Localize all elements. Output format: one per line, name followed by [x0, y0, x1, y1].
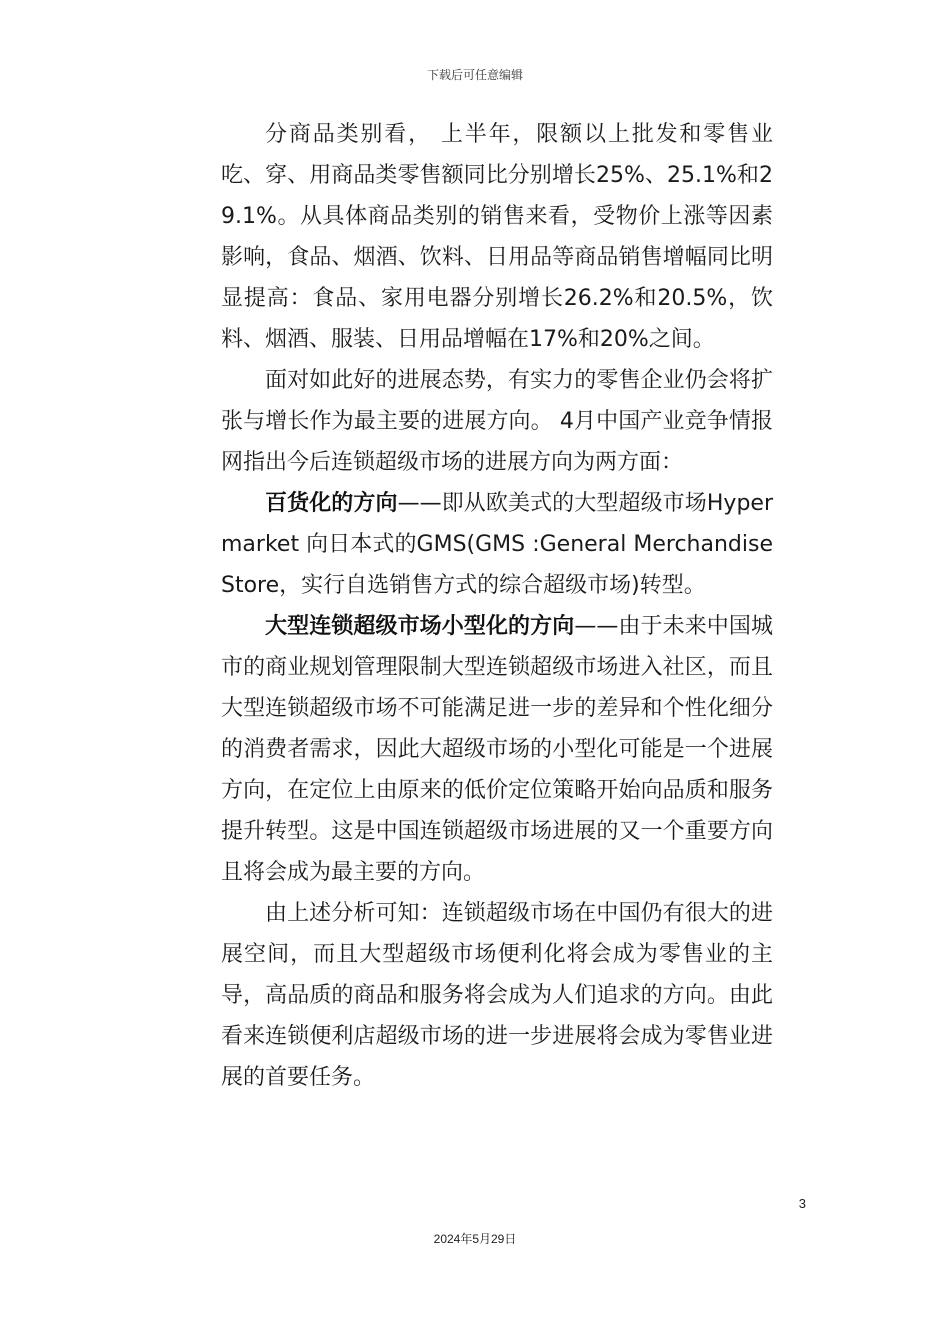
- department-store-direction-heading: 百货化的方向: [265, 491, 398, 516]
- paragraph-conclusion: 由上述分析可知：连锁超级市场在中国仍有很大的进展空间，而且大型超级市场便利化将会成为零售业的主导，高品质的商品和服务将会成为人们追求的方向。由此看来连锁便利店超级市场的进一步进展将会成为零售业进展的首要任务。: [221, 901, 773, 1090]
- document-body: [221, 114, 773, 1098]
- paragraph-category-sales: 分商品类别看， 上半年，限额以上批发和零售业吃、穿、用商品类零售额同比分别增长25%、25.1%和29.1%。从具体商品类别的销售来看，受物价上涨等因素影响，食品、烟酒、饮料、日用品等商品销售增幅同比明显提高：食品、家用电器分别增长26.2%和20.5%，饮料、烟酒、服装、日用品增幅在17%和20%之间。: [221, 122, 773, 352]
- paragraph-department-store-direction: [221, 483, 773, 606]
- page-footer-date: 2024年5月29日: [433, 1232, 517, 1246]
- department-store-direction-text: ——即从欧美式的大型超级市场Hypermarket 向日本式的GMS(GMS :General Merchandise Store，实行自选销售方式的综合超级市场)转型。: [221, 491, 773, 598]
- page-header: 下载后可任意编辑: [426, 68, 523, 82]
- page-number: 3: [798, 1196, 806, 1211]
- paragraph-miniaturization-direction: [221, 606, 773, 893]
- miniaturization-direction-heading: 大型连锁超级市场小型化的方向: [265, 614, 575, 639]
- paragraph-development-trend: 面对如此好的进展态势，有实力的零售企业仍会将扩张与增长作为最主要的进展方向。 4月中国产业竞争情报网指出今后连锁超级市场的进展方向为两方面：: [221, 368, 773, 475]
- miniaturization-direction-text: ——由于未来中国城市的商业规划管理限制大型连锁超级市场进入社区，而且大型连锁超级市场不可能满足进一步的差异和个性化细分的消费者需求，因此大超级市场的小型化可能是一个进展方向，在定位上由原来的低价定位策略开始向品质和服务提升转型。这是中国连锁超级市场进展的又一个重要方向且将会成为最主要的方向。: [221, 614, 773, 885]
